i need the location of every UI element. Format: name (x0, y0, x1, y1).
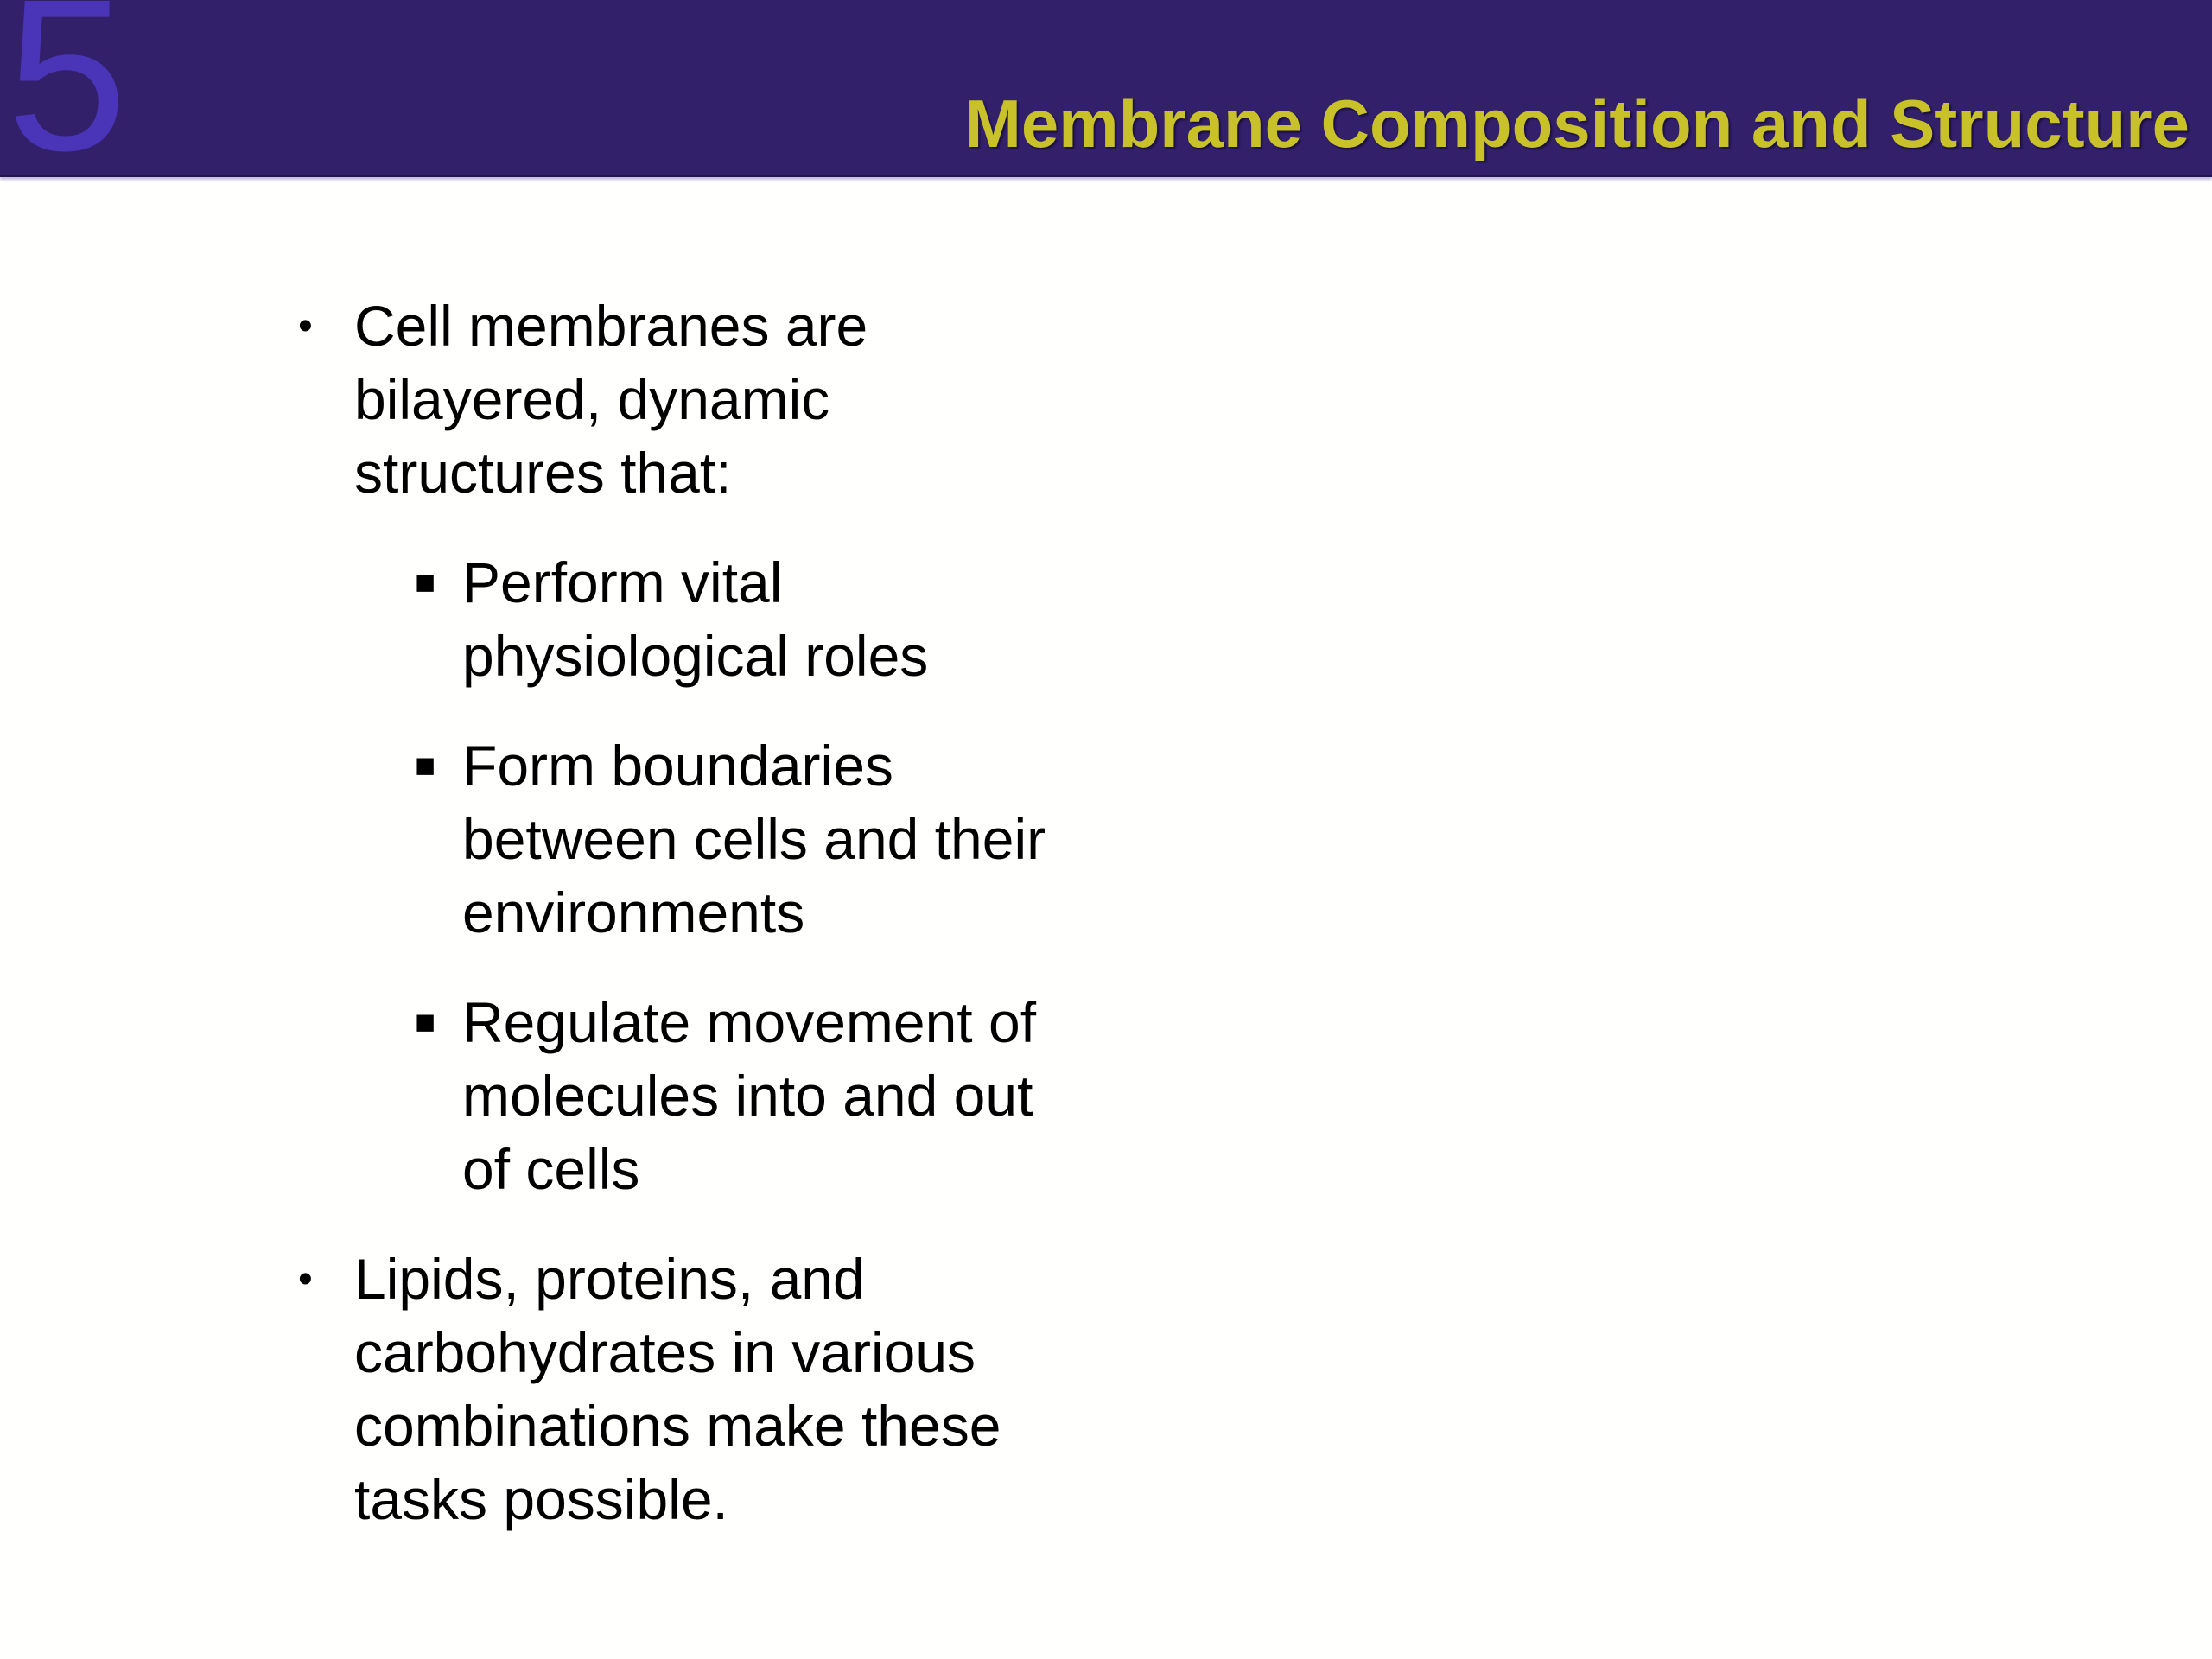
bullet-dot-icon: • (298, 303, 313, 349)
slide-title: Membrane Composition and Structure (964, 86, 2190, 162)
bullet-text-line: carbohydrates in various (354, 1320, 976, 1384)
sub-bullet-item (294, 986, 1158, 1206)
bullet-dot-icon: • (298, 1256, 313, 1302)
bullet-text-line: tasks possible. (354, 1467, 728, 1531)
slide-content (294, 289, 1158, 1536)
sub-bullet-text-line: between cells and their (462, 807, 1046, 871)
bullet-text-line: combinations make these (354, 1394, 1001, 1458)
sub-bullet-text-line: of cells (462, 1137, 640, 1201)
sub-bullet-text-line: Regulate movement of (462, 990, 1037, 1054)
slide-header (0, 0, 2212, 195)
sub-bullet-item (294, 546, 1158, 693)
square-bullet-icon: ■ (415, 563, 436, 601)
sub-bullet-text-line: Perform vital (462, 550, 783, 614)
square-bullet-icon: ■ (415, 747, 436, 785)
sub-bullet-text-line: physiological roles (462, 624, 929, 688)
square-bullet-icon: ■ (415, 1003, 436, 1041)
bullet-text-line: bilayered, dynamic (354, 367, 830, 431)
sub-bullet-text-line: molecules into and out (462, 1064, 1033, 1128)
sub-bullet-text-line: environments (462, 880, 805, 944)
bullet-item (294, 1243, 1158, 1536)
bullet-item (294, 289, 1158, 510)
sub-bullet-text-line: Form boundaries (462, 734, 893, 798)
chapter-number: 5 (7, 0, 128, 195)
sub-bullet-item (294, 729, 1158, 950)
bullet-text-line: Lipids, proteins, and (354, 1247, 865, 1311)
bullet-text-line: structures that: (354, 441, 732, 505)
bullet-text-line: Cell membranes are (354, 294, 868, 358)
